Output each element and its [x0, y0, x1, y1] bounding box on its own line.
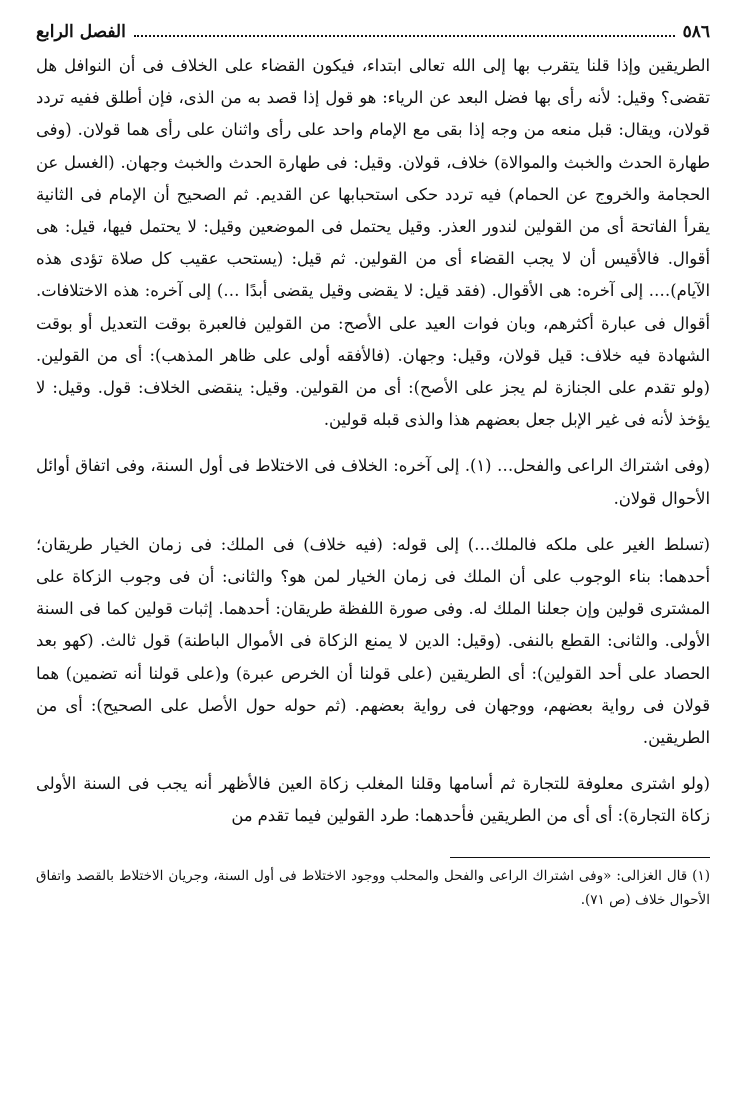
paragraph: (وفى اشتراك الراعى والفحل… (١). إلى آخره: الخلاف فى الاختلاط فى أول السنة، وفى اتفاق أوائل الأحوال قولان.: [36, 456, 710, 508]
paragraph: (تسلط الغير على ملكه فالملك…) إلى قوله: (فيه خلاف) فى الملك: فى زمان الخيار طريقان؛ أحدهما: بناء الوجوب على أن الملك فى زمان الخيار لمن هو؟ والثانى: أن فى وجوب الزكاة على المشترى قولين وإن جعلنا الملك له. وفى صورة اللفظة طريقان: أحدهما. إثبات قولين كما فى السنة الأولى. والثانى: القطع بالنفى. (وقيل: الدين لا يمنع الزكاة فى الأموال الباطنة) قول ثالث. (كهو بعد الحصاد على أحد القولين): أى الطريقين (على قولنا أن الخرص عبرة) و(على قولنا أنه تضمين) هما قولان فى رواية بعضهم، ووجهان فى رواية بعضهم. (ثم حوله حول الأصل على الصحيح): أى من الطريقين.: [36, 534, 710, 748]
running-header: [36, 22, 710, 50]
paragraph: الطريقين وإذا قلنا يتقرب بها إلى الله تعالى ابتداء، فيكون القضاء على الخلاف فى أن النوافل هل تقضى؟ وقيل: لأنه رأى بها فضل البعد عن الرياء: هو قول إذا قصد به من الذى، فإن أطلق ففيه تردد قولان، ويقال: قبل منعه من وجه إذا بقى مع الإمام واحد على رأى واثنان على رأى هما قولان. (وفى طهارة الحدث والخبث والموالاة) خلاف، قولان. وقيل: فى طهارة الحدث والخبث وجهان. (الغسل عن الحجامة والخروج عن الحمام) فيه تردد حكى استحبابها عن القديم. ثم الصحيح أن الإمام فى الثانية يقرأ الفاتحة أى من القولين لندور العذر. وقيل يحتمل فى الموضعين وقيل: لا يحتمل فيها، قيل: هى أقوال. فالأقيس أن لا يجب القضاء أى من القولين. ثم قيل: (يستحب عقيب كل صلاة تؤدى هذه الآيام)…. إلى آخره: هى الأقوال. (فقد قيل: لا يقضى وقيل يقضى أبدًا …) إلى آخره: هذه الاختلافات. أقوال فى عبارة أكثرهم، وبان فوات العيد على الأصح: من القولين فالعبرة بوقت التعديل أو بوقت الشهادة فيه خلاف: قيل قولان، وقيل: وجهان. (فالأفقه أولى على ظاهر المذهب): أى من القولين. (ولو تقدم على الجنازة لم يجز على الأصح): أى من القولين. وقيل: ينقضى الخلاف: قول. وقيل: لا يؤخذ لأنه فى غير الإبل جعل بعضهم هذا والذى قبله قولين.: [36, 56, 710, 430]
chapter-title: الفصل الرابع: [36, 22, 126, 42]
header-dotted-leader: [134, 35, 675, 37]
page-number: ٥٨٦: [682, 22, 710, 42]
footnote: (١) قال الغزالى: «وفى اشتراك الراعى والفحل والمحلب ووجود الاختلاط فى أول السنة، وجريان الاختلاط بالقصد واتفاق الأحوال خلاف (ص ٧١).: [36, 867, 710, 908]
footnote-divider: [450, 857, 710, 858]
main-text: [36, 50, 710, 833]
paragraph: (ولو اشترى معلوفة للتجارة ثم أسامها وقلنا المغلب زكاة العين فالأظهر أنه يجب فى السنة الأولى زكاة التجارة): أى أى من الطريقين فأحدهما: طرد القولين فيما تقدم من: [36, 774, 710, 826]
